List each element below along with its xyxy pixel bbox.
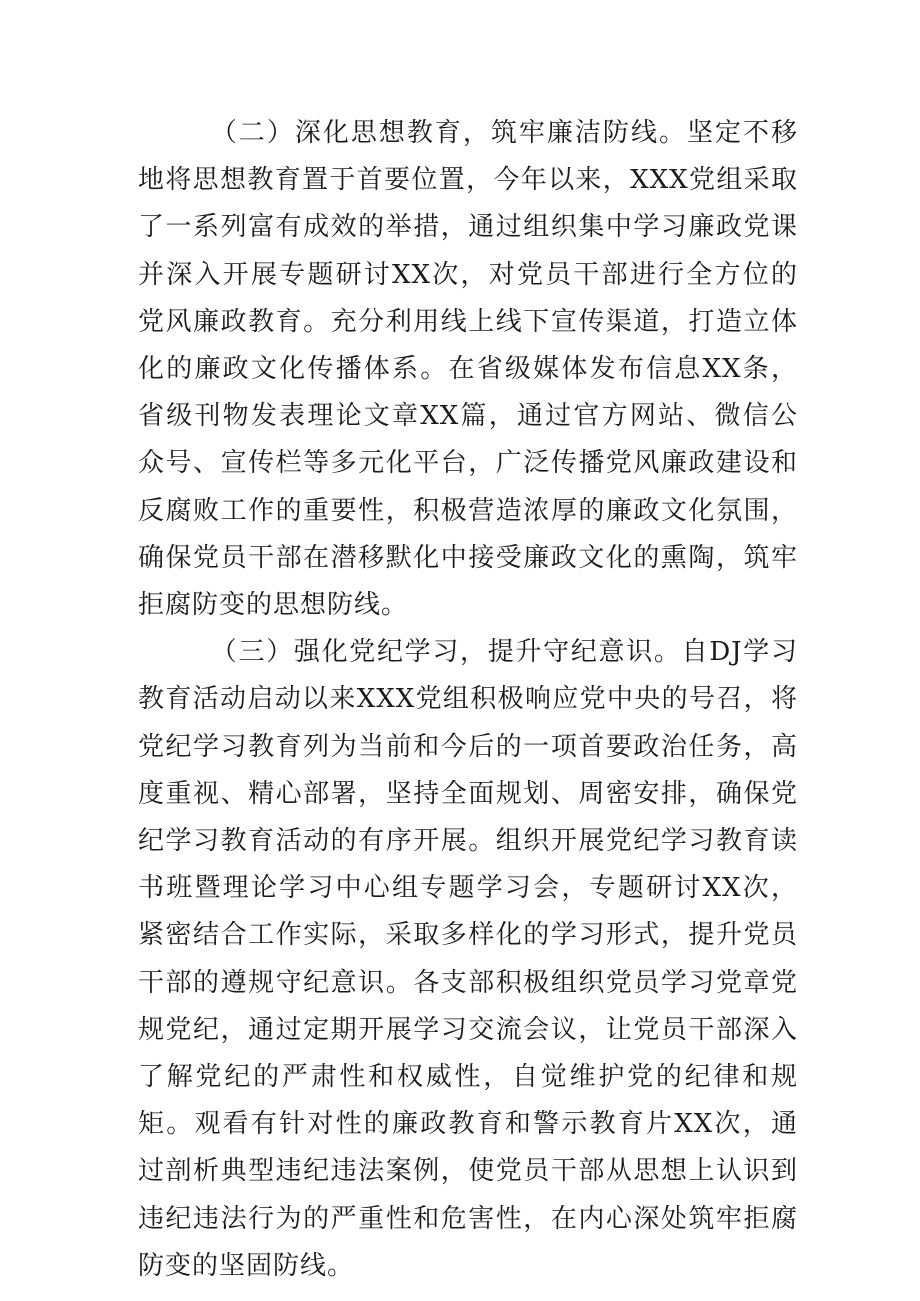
paragraph-section-3: （三）强化党纪学习，提升守纪意识。自DJ学习教育活动启动以来XXX党组积极响应党中央的号召，将党纪学习教育列为当前和今后的一项首要政治任务，高度重视、精心部署，坚持全面规划、周密安排，确保党纪学习教育活动的有序开展。组织开展党纪学习教育读书班暨理论学习中心组专题学习会，专题研讨XX次，紧密结合工作实际，采取多样化的学习形式，提升党员干部的遵规守纪意识。各支部积极组织党员学习党章党规党纪，通过定期开展学习交流会议，让党员干部深入了解党纪的严肃性和权威性，自觉维护党的纪律和规矩。观看有针对性的廉政教育和警示教育片XX次，通过剖析典型违纪违法案例，使党员干部从思想上认识到违纪违法行为的严重性和危害性，在内心深处筑牢拒腐防变的坚固防线。 <box>138 637 798 1281</box>
document-body <box>138 110 798 1290</box>
paragraph-section-2: （二）深化思想教育，筑牢廉洁防线。坚定不移地将思想教育置于首要位置，今年以来，XXX党组采取了一系列富有成效的举措，通过组织集中学习廉政党课并深入开展专题研讨XX次，对党员干部进行全方位的党风廉政教育。充分利用线上线下宣传渠道，打造立体化的廉政文化传播体系。在省级媒体发布信息XX条，省级刊物发表理论文章XX篇，通过官方网站、微信公众号、宣传栏等多元化平台，广泛传播党风廉政建设和反腐败工作的重要性，积极营造浓厚的廉政文化氛围，确保党员干部在潜移默化中接受廉政文化的熏陶，筑牢拒腐防变的思想防线。 <box>138 118 798 621</box>
